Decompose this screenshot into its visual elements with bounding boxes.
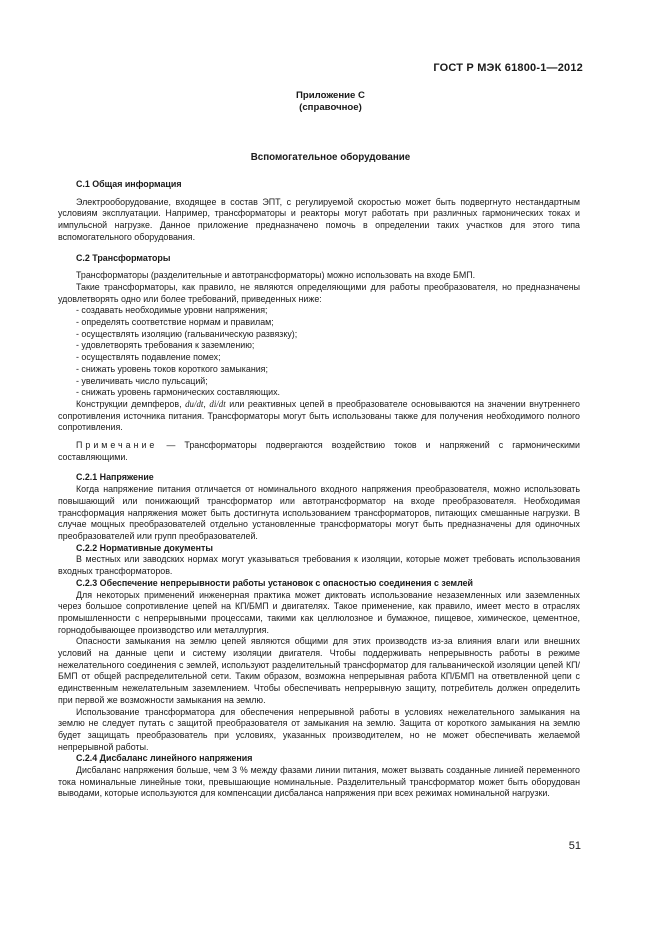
list-item: - создавать необходимые уровни напряжения; (76, 305, 268, 316)
page-number: 51 (568, 840, 581, 852)
paragraph: Электрооборудование, входящее в состав ЭПТ, с регулируемой скоростью может быть подвергнуто нестандартным условиям эксплуатации. Например, трансформаторы и реакторы могут работать при различных гармонических токах и импульсной нагрузке. Данное приложение предназначено помочь в определении таких участков для этого типа вспомогательного оборудования. (58, 196, 580, 242)
paragraph: Дисбаланс напряжения больше, чем 3 % между фазами линии питания, может вызвать созданные линией переменного тока номинальные линейные токи, превышающие номинальные. Разделительный трансформатор может быть оборудован выводами, которые используются для компенсации дисбаланса напряжения при всех режимах номинальной нагрузки. (58, 765, 580, 799)
annex-block (0, 90, 661, 114)
list-item: - удовлетворять требования к заземлению; (76, 340, 255, 351)
section-heading-c24: С.2.4 Дисбаланс линейного напряжения (76, 753, 253, 764)
note-text: — Трансформаторы подвергаются воздействию токов и напряжений с гармоническими составляющими. (58, 440, 580, 462)
paragraph (58, 399, 580, 434)
formula-du-dt: du/dt (185, 398, 204, 409)
note (58, 440, 580, 463)
section-heading-c2: С.2 Трансформаторы (76, 252, 171, 263)
section-heading-c1: С.1 Общая информация (76, 179, 182, 189)
list-item: - определять соответствие нормам и правилам; (76, 317, 274, 328)
paragraph: Когда напряжение питания отличается от номинального входного напряжения преобразователя, можно использовать повышающий или понижающий трансформатор или автотрансформатор на входе преобразователя. Необходимая трансформация напряжения может быть достигнута использованием трансформаторов, питающих смешанные нагрузки. В случае мощных преобразователей отдельно установленные трансформаторы могут быть предназначены для одиночных преобразователей или групп преобразователей. (58, 484, 580, 541)
paragraph: Использование трансформатора для обеспечения непрерывной работы в условиях нежелательного замыкания на землю не следует путать с защитой преобразователя от замыкания на землю. Защита от короткого замыкания на землю будет защищать преобразователь при условиях, указанных производителем, но не может обеспечивать желаемой непрерывной работы. (58, 706, 580, 752)
document-body (58, 179, 580, 800)
paragraph: Такие трансформаторы, как правило, не являются определяющими для работы преобразователя, но предназначены удовлетворять одно или более требований, приведенных ниже: (58, 281, 580, 304)
list-item: - осуществлять подавление помех; (76, 352, 221, 363)
requirements-list (58, 305, 580, 399)
standard-designation: ГОСТ Р МЭК 61800-1—2012 (433, 62, 583, 74)
paragraph: Опасности замыкания на землю цепей являются общими для этих производств из-за влияния влаги или внешних условий на данные цепи и систему изоляции двигателя. Чтобы поддерживать непрерывность работы в режиме нежелательного соединения с землей, используют разделительный трансформатор для гальванической изоляции цепей КП/БМП от общей распределительной сети. Таким образом, возможна непрерывная работа КП/БМП на ответвленной цепи с единственным нежелательным заземлением. Чтобы обеспечивать непрерывную защиту, потребитель должен определить при первой же возможности замыкания на землю. (58, 636, 580, 705)
annex-kind: (справочное) (299, 102, 362, 113)
formula-di-dt: di/dt (209, 398, 226, 409)
list-item: - увеличивать число пульсаций; (76, 375, 208, 386)
annex-title: Вспомогательное оборудование (250, 152, 411, 163)
paragraph: Для некоторых применений инженерная практика может диктовать использование незаземленных или заземленных через большое сопротивление цепей на КП/БМП и двигателях. Такое применение, как правило, имеет место в отраслях промышленности с непрерывными процессами, такими как целлюлозное и бумажное, пищевое, химическое, цементное, горнодобывающее производство или металлургия. (58, 589, 580, 635)
text-run: или реактивных цепей в преобразователе основываются на значении внутреннего сопротивления источника питания. Трансформаторы могут быть использованы также для получения необходимого полного сопротивления. (58, 398, 580, 433)
paragraph: Трансформаторы (разделительные и автотрансформаторы) можно использовать на входе БМП. (76, 270, 476, 281)
list-item: - снижать уровень гармонических составляющих. (76, 387, 280, 398)
text-run: , (203, 398, 210, 409)
list-item: - снижать уровень токов короткого замыкания; (76, 363, 268, 374)
section-heading-c21: С.2.1 Напряжение (76, 472, 154, 483)
section-heading-c22: С.2.2 Нормативные документы (76, 542, 213, 553)
section-heading-c23: С.2.3 Обеспечение непрерывности работы установок с опасностью соединения с землей (76, 577, 473, 588)
annex-label: Приложение С (296, 90, 365, 101)
text-run: Конструкции демпферов, (76, 398, 186, 409)
paragraph: В местных или заводских нормах могут указываться требования к изоляции, которые может требовать использования входных трансформаторов. (58, 554, 580, 577)
list-item: - осуществлять изоляцию (гальваническую развязку); (76, 328, 298, 339)
note-label: Примечание (76, 440, 158, 451)
